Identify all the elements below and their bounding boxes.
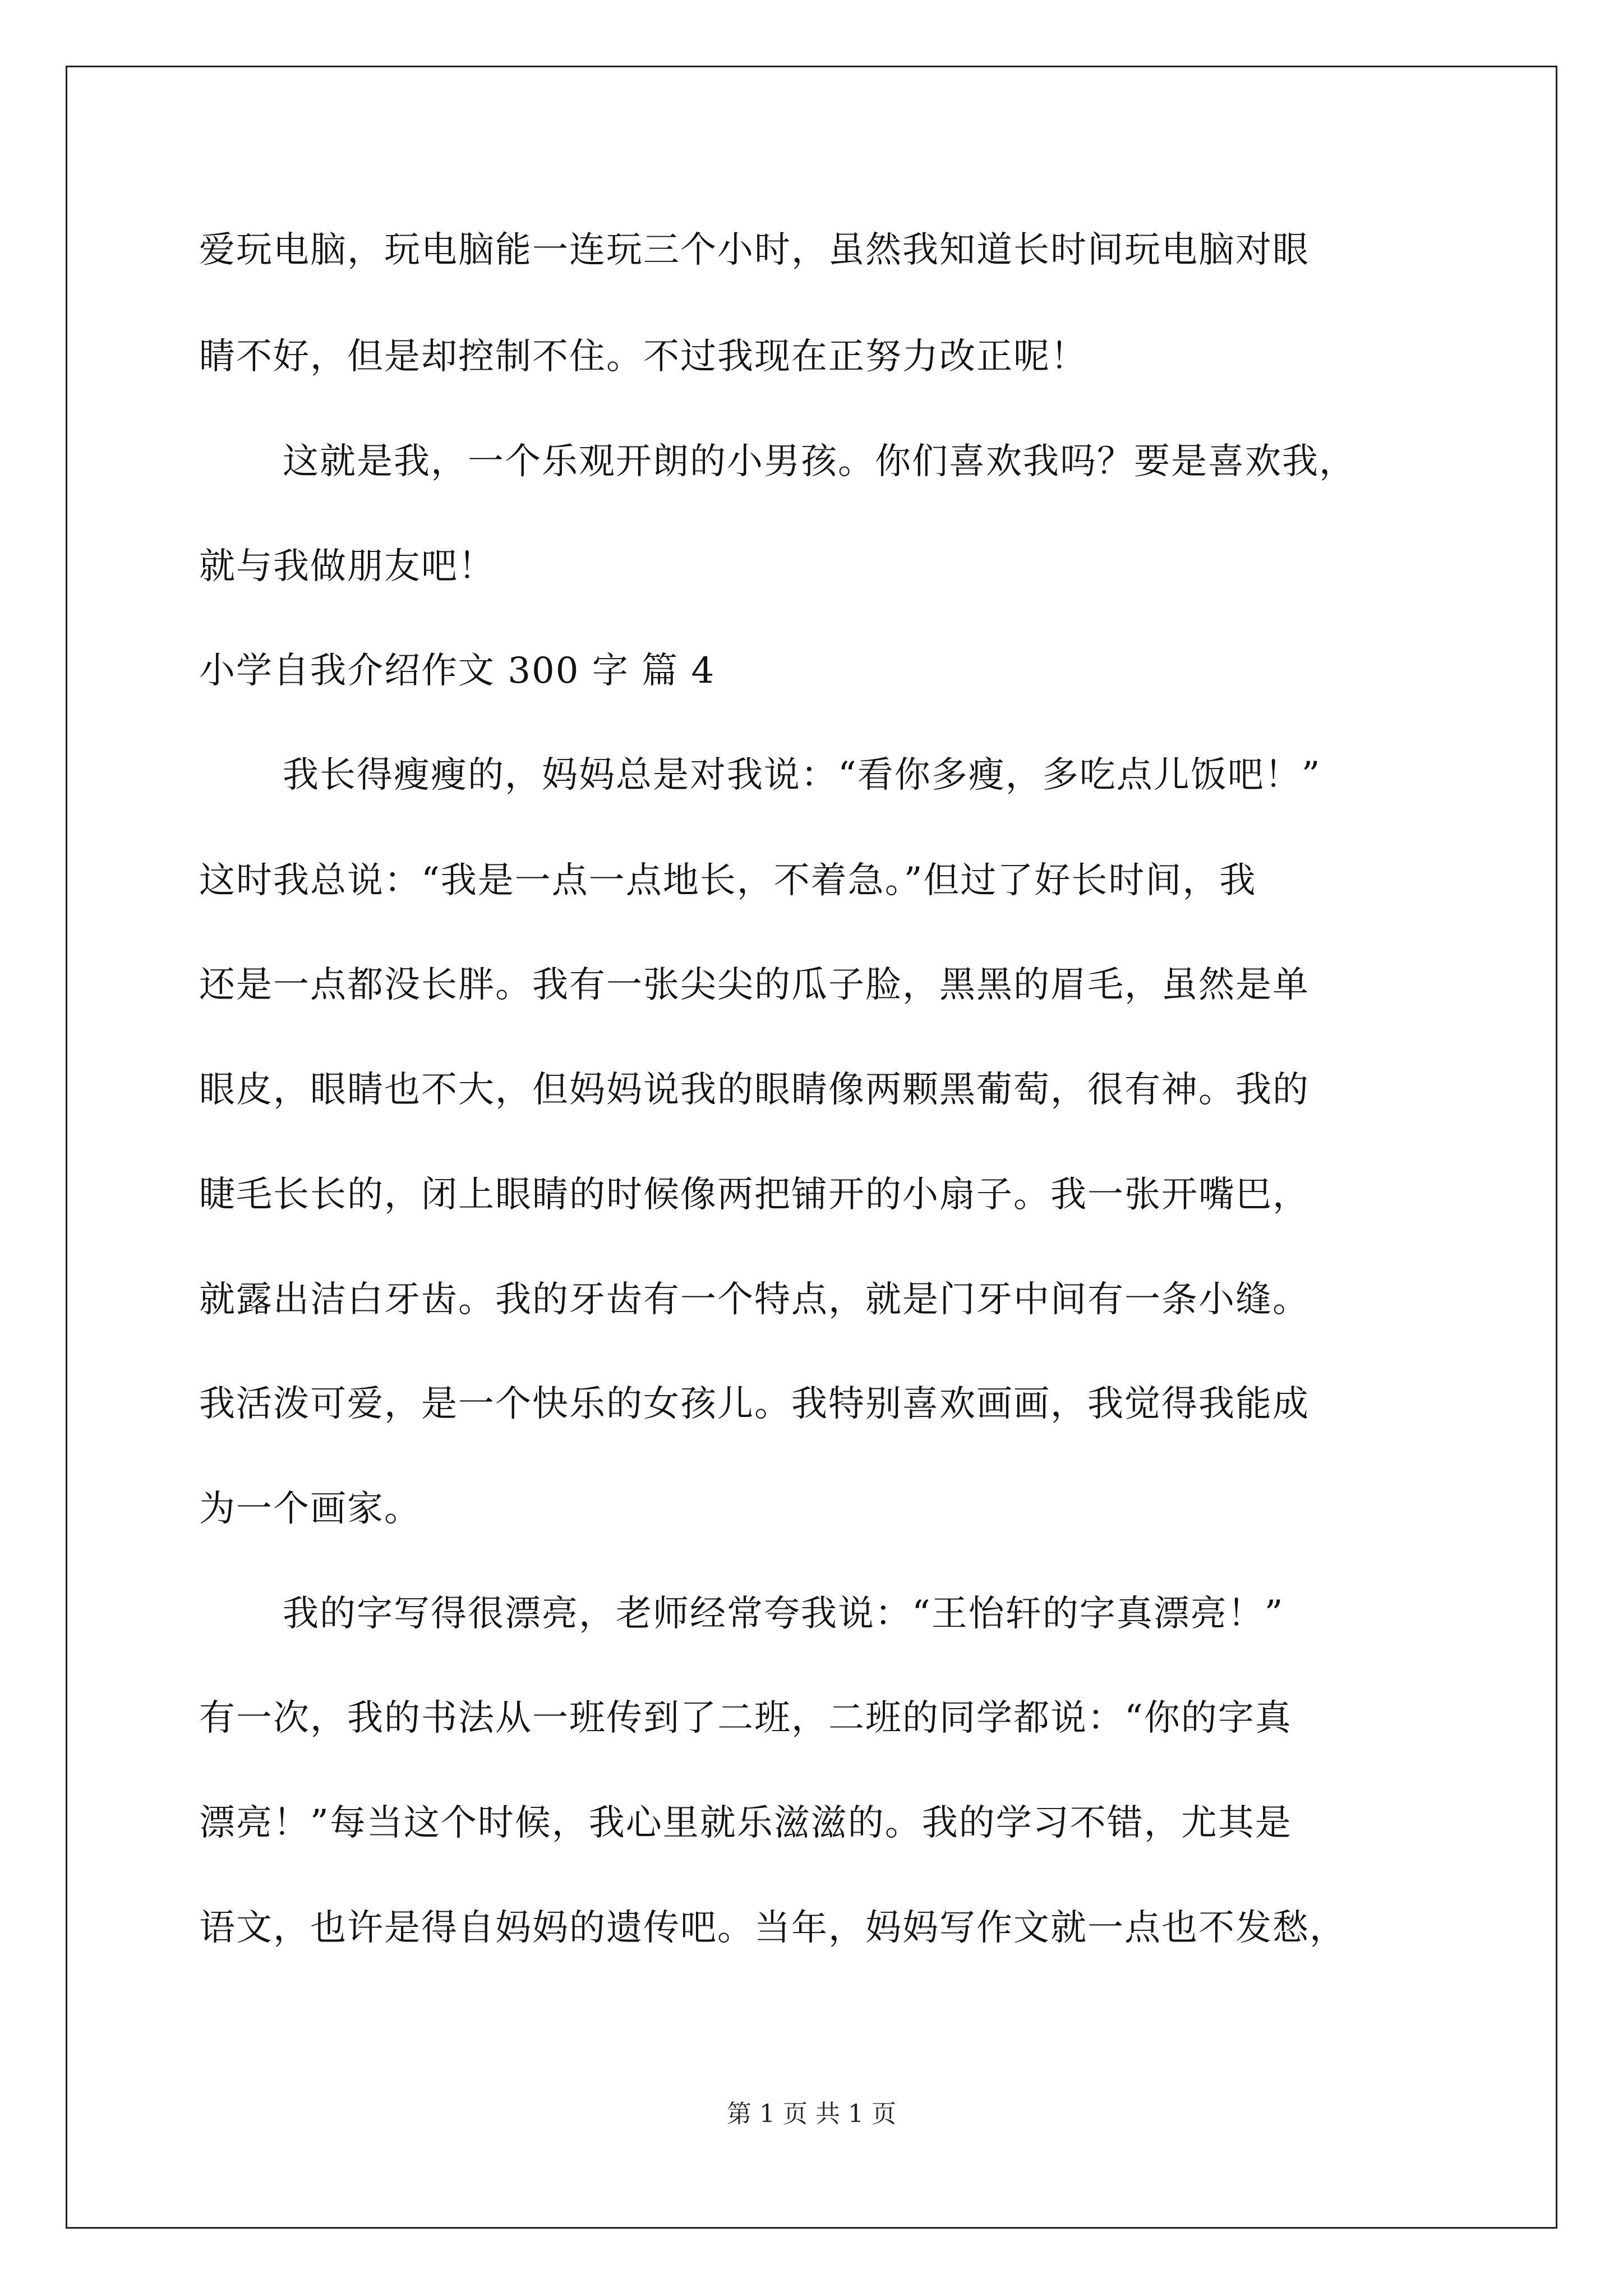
page-footer: 第 1 页 共 1 页 (727, 2100, 896, 2128)
paragraph-line: 漂亮！”每当这个时候，我心里就乐滋滋的。我的学习不错，尤其是 (199, 1802, 1292, 1844)
section-heading: 小学自我介绍作文 300 字 篇 4 (199, 650, 716, 692)
paragraph-line: 有一次，我的书法从一班传到了二班，二班的同学都说：“你的字真 (199, 1697, 1292, 1739)
paragraph-line: 这就是我，一个乐观开朗的小男孩。你们喜欢我吗？要是喜欢我， (283, 441, 1356, 482)
paragraph-line: 就与我做朋友吧！ (199, 546, 495, 587)
paragraph-line: 为一个画家。 (199, 1488, 421, 1530)
paragraph-line: 语文，也许是得自妈妈的遗传吧。当年，妈妈写作文就一点也不发愁， (199, 1907, 1347, 1949)
page-border (66, 66, 1557, 2229)
paragraph-line: 这时我总说：“我是一点一点地长，不着急。”但过了好长时间，我 (199, 860, 1257, 901)
paragraph-line: 就露出洁白牙齿。我的牙齿有一个特点，就是门牙中间有一条小缝。 (199, 1279, 1310, 1320)
paragraph-line: 爱玩电脑，玩电脑能一连玩三个小时，虽然我知道长时间玩电脑对眼 (199, 229, 1310, 271)
paragraph-line: 还是一点都没长胖。我有一张尖尖的瓜子脸，黑黑的眉毛，虽然是单 (199, 964, 1310, 1006)
paragraph-line: 我活泼可爱，是一个快乐的女孩儿。我特别喜欢画画，我觉得我能成 (199, 1383, 1310, 1425)
paragraph-line: 睛不好，但是却控制不住。不过我现在正努力改正呢！ (199, 336, 1087, 378)
paragraph-line: 睫毛长长的，闭上眼睛的时候像两把铺开的小扇子。我一张开嘴巴， (199, 1174, 1310, 1216)
paragraph-line: 眼皮，眼睛也不大，但妈妈说我的眼睛像两颗黑葡萄，很有神。我的 (199, 1069, 1310, 1111)
paragraph-line: 我长得瘦瘦的，妈妈总是对我说：“看你多瘦，多吃点儿饭吧！” (283, 754, 1321, 796)
paragraph-line: 我的字写得很漂亮，老师经常夸我说：“王怡轩的字真漂亮！” (283, 1593, 1284, 1635)
